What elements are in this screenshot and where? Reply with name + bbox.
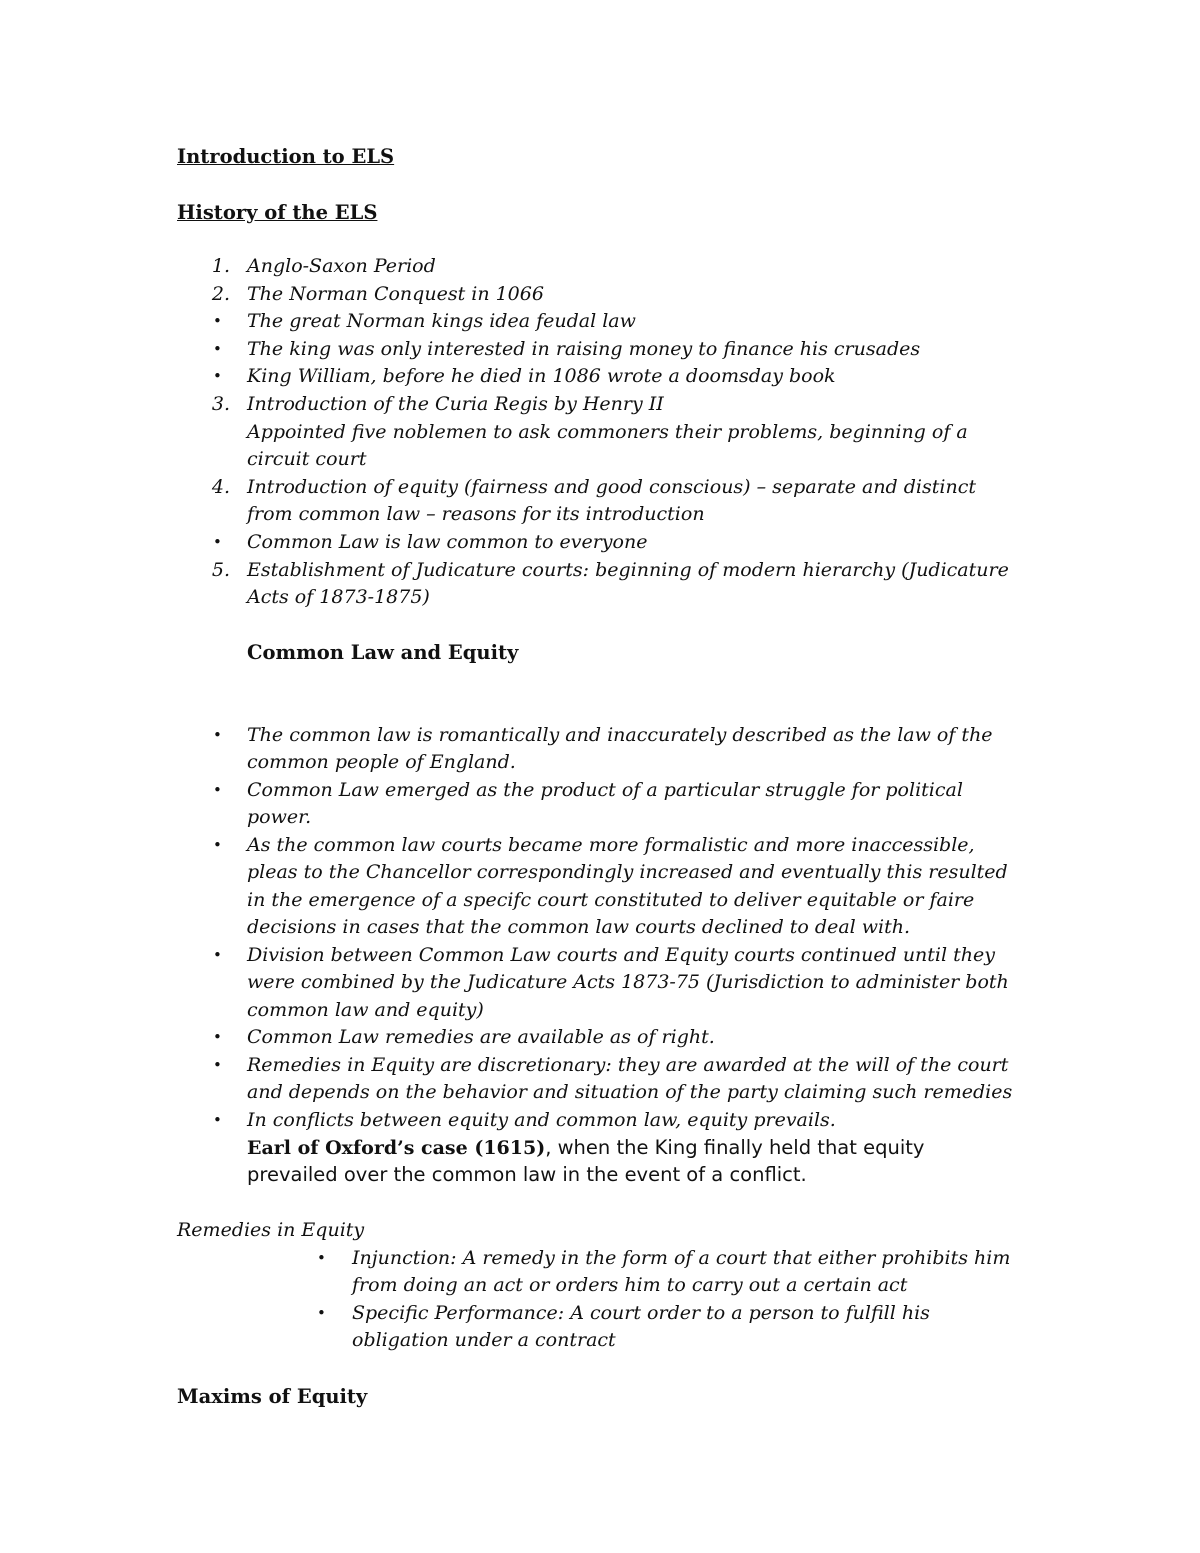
list-item: The common law is romantically and inaccurately described as the law of the [247,724,993,746]
bullet-icon: • [213,1111,222,1129]
list-item-continuation: common people of England. [247,751,516,773]
list-item-continuation: from doing an act or orders him to carry out a certain act [352,1274,908,1296]
list-item-continuation: from common law – reasons for its introduction [247,503,705,525]
bullet-icon: • [317,1304,326,1322]
list-item: Remedies in Equity are discretionary: they are awarded at the will of the court [247,1054,1009,1076]
list-item: Common Law remedies are available as of right. [247,1026,715,1048]
list-item: Division between Common Law courts and Equity courts continued until they [247,944,995,966]
bullet-icon: • [213,367,222,385]
bullet-icon: • [213,726,222,744]
remedies-heading: Remedies in Equity [177,1219,365,1241]
list-marker: 1. [211,255,230,277]
list-item-continuation: power. [247,806,312,828]
bullet-icon: • [213,836,222,854]
list-item: In conflicts between equity and common law, equity prevails. [247,1109,836,1131]
case-text: , when the King finally held that equity [545,1136,925,1159]
bullet-icon: • [317,1249,326,1267]
history-heading: History of the ELS [177,201,378,224]
bullet-icon: • [213,312,222,330]
list-item-continuation: and depends on the behavior and situation of the party claiming such remedies [247,1081,1013,1103]
list-item-continuation: common law and equity) [247,999,484,1021]
bullet-icon: • [213,533,222,551]
list-marker: 4. [211,476,230,498]
bullet-icon: • [213,340,222,358]
common-law-equity-heading: Common Law and Equity [247,641,519,664]
list-item-continuation: Appointed five noblemen to ask commoners their problems, beginning of a [247,421,968,443]
list-item: Specific Performance: A court order to a person to fulfill his [352,1302,930,1324]
case-name: Earl of Oxford’s case (1615) [247,1137,546,1159]
list-item: The Norman Conquest in 1066 [247,283,544,305]
list-item: King William, before he died in 1086 wrote a doomsday book [247,365,836,387]
list-item-continuation: circuit court [247,448,367,470]
case-line [247,1134,924,1163]
list-item-continuation: obligation under a contract [352,1329,616,1351]
list-item: Introduction of the Curia Regis by Henry II [247,393,664,415]
list-item: The king was only interested in raising money to finance his crusades [247,338,921,360]
list-item: As the common law courts became more formalistic and more inaccessible, [247,834,975,856]
list-item: Common Law emerged as the product of a particular struggle for political [247,779,963,801]
list-item: The great Norman kings idea feudal law [247,310,636,332]
bullet-icon: • [213,1028,222,1046]
list-marker: 2. [211,283,230,305]
bullet-icon: • [213,781,222,799]
list-item-continuation: Acts of 1873-1875) [247,586,430,608]
list-item-continuation: in the emergence of a specifc court constituted to deliver equitable or faire [247,889,975,911]
list-item-continuation: decisions in cases that the common law courts declined to deal with. [247,916,911,938]
document-title: Introduction to ELS [177,145,395,168]
list-item: Introduction of equity (fairness and good conscious) – separate and distinct [247,476,976,498]
list-item-continuation: pleas to the Chancellor correspondingly increased and eventually this resulted [247,861,1008,883]
list-marker: 5. [211,559,230,581]
maxims-heading: Maxims of Equity [177,1385,368,1408]
list-item: Common Law is law common to everyone [247,531,648,553]
list-item: Establishment of Judicature courts: beginning of modern hierarchy (Judicature [247,559,1009,581]
bullet-icon: • [213,1056,222,1074]
list-item: Anglo-Saxon Period [247,255,436,277]
list-marker: 3. [211,393,230,415]
bullet-icon: • [213,946,222,964]
list-item: Injunction: A remedy in the form of a court that either prohibits him [352,1247,1011,1269]
list-item-continuation: were combined by the Judicature Acts 1873-75 (Jurisdiction to administer both [247,971,1009,993]
case-text-continuation: prevailed over the common law in the event of a conflict. [247,1163,807,1186]
